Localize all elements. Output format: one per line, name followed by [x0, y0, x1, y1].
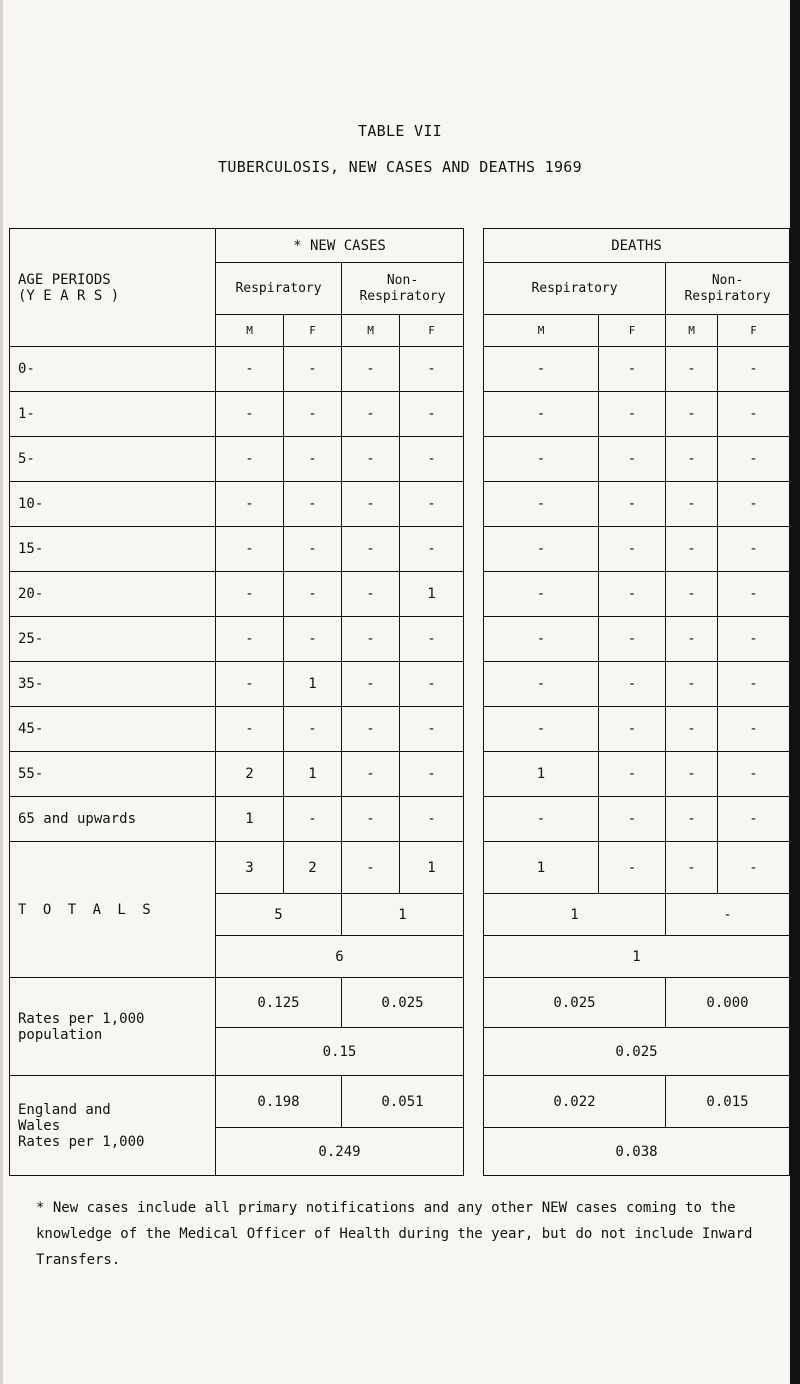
totals-value-cell: 2	[284, 842, 342, 894]
column-gap	[464, 752, 484, 797]
totals-value-cell: -	[718, 842, 790, 894]
rate-new-cases-total: 0.15	[216, 1028, 464, 1076]
rate-new-cases-non-respiratory: 0.025	[342, 978, 464, 1028]
value-cell: -	[216, 572, 284, 617]
value-cell: -	[484, 662, 599, 707]
value-cell: -	[599, 707, 666, 752]
age-periods-header	[10, 229, 216, 347]
england-wales-label	[10, 1076, 216, 1176]
table-subtitle: TUBERCULOSIS, NEW CASES AND DEATHS 1969	[218, 158, 582, 176]
value-cell: 1	[216, 797, 284, 842]
value-cell: -	[342, 347, 400, 392]
value-cell: -	[718, 572, 790, 617]
value-cell: -	[599, 437, 666, 482]
value-cell: -	[400, 617, 464, 662]
column-gap	[464, 347, 484, 392]
column-gap	[464, 707, 484, 752]
value-cell: -	[484, 482, 599, 527]
value-cell: -	[484, 707, 599, 752]
column-gap	[464, 978, 484, 1028]
value-cell: -	[216, 527, 284, 572]
ew-rate-new-cases-respiratory: 0.198	[216, 1076, 342, 1128]
value-cell: -	[666, 707, 718, 752]
age-period-cell: 45-	[10, 707, 216, 752]
column-gap	[464, 936, 484, 978]
value-cell: 1	[484, 752, 599, 797]
new-cases-respiratory-header: Respiratory	[216, 263, 342, 315]
value-cell: -	[718, 752, 790, 797]
table-row	[10, 347, 790, 392]
rate-new-cases-respiratory: 0.125	[216, 978, 342, 1028]
table-row	[10, 797, 790, 842]
value-cell: -	[342, 572, 400, 617]
column-gap	[464, 437, 484, 482]
column-gap	[464, 1128, 484, 1176]
age-period-cell: 25-	[10, 617, 216, 662]
table-row	[10, 752, 790, 797]
totals-value-cell: -	[666, 842, 718, 894]
age-period-cell: 35-	[10, 662, 216, 707]
totals-row-by-sex	[10, 842, 790, 894]
sex-header-f: F	[400, 315, 464, 347]
column-gap	[464, 1028, 484, 1076]
sex-header-f: F	[718, 315, 790, 347]
value-cell: -	[718, 347, 790, 392]
column-gap	[464, 797, 484, 842]
totals-deaths-non-respiratory: -	[666, 894, 790, 936]
table-row	[10, 662, 790, 707]
value-cell: -	[666, 482, 718, 527]
table-row	[10, 572, 790, 617]
value-cell: -	[718, 797, 790, 842]
rates-label: Rates per 1,000 population	[10, 978, 216, 1076]
years-label: (Y E A R S )	[18, 287, 120, 304]
sex-header-m: M	[216, 315, 284, 347]
value-cell: -	[216, 707, 284, 752]
ew-rate-new-cases-total: 0.249	[216, 1128, 464, 1176]
value-cell: -	[216, 437, 284, 482]
column-gap	[464, 482, 484, 527]
totals-value-cell: 3	[216, 842, 284, 894]
value-cell: -	[342, 392, 400, 437]
table-row	[10, 707, 790, 752]
totals-deaths-all: 1	[484, 936, 790, 978]
age-periods-label: AGE PERIODS	[18, 271, 111, 288]
value-cell: -	[484, 392, 599, 437]
value-cell: -	[666, 392, 718, 437]
sex-header-f: F	[599, 315, 666, 347]
value-cell: -	[484, 797, 599, 842]
value-cell: -	[400, 482, 464, 527]
value-cell: -	[342, 527, 400, 572]
value-cell: -	[666, 617, 718, 662]
sex-header-m: M	[342, 315, 400, 347]
value-cell: -	[599, 347, 666, 392]
value-cell: -	[400, 752, 464, 797]
totals-value-cell: 1	[400, 842, 464, 894]
value-cell: -	[342, 752, 400, 797]
england-wales-label-line-2: Rates per 1,000	[18, 1133, 145, 1150]
value-cell: -	[599, 617, 666, 662]
table-title: TABLE VII	[358, 122, 442, 140]
value-cell: -	[599, 527, 666, 572]
value-cell: -	[718, 437, 790, 482]
column-gap	[464, 617, 484, 662]
value-cell: -	[284, 482, 342, 527]
value-cell: -	[216, 617, 284, 662]
value-cell: -	[484, 347, 599, 392]
ew-rate-new-cases-non-respiratory: 0.051	[342, 1076, 464, 1128]
value-cell: -	[284, 347, 342, 392]
value-cell: -	[599, 392, 666, 437]
rate-deaths-respiratory: 0.025	[484, 978, 666, 1028]
value-cell: -	[666, 797, 718, 842]
value-cell: -	[666, 752, 718, 797]
england-wales-label-line-1: England and Wales	[18, 1101, 111, 1134]
age-period-cell: 20-	[10, 572, 216, 617]
age-period-cell: 1-	[10, 392, 216, 437]
rate-deaths-non-respiratory: 0.000	[666, 978, 790, 1028]
value-cell: -	[216, 392, 284, 437]
value-cell: -	[599, 752, 666, 797]
value-cell: -	[400, 347, 464, 392]
value-cell: -	[484, 437, 599, 482]
age-period-cell: 10-	[10, 482, 216, 527]
value-cell: -	[666, 347, 718, 392]
value-cell: -	[599, 662, 666, 707]
value-cell: -	[484, 572, 599, 617]
new-cases-non-respiratory-header: Non- Respiratory	[342, 263, 464, 315]
sex-header-f: F	[284, 315, 342, 347]
column-gap	[464, 229, 484, 347]
totals-new-cases-respiratory: 5	[216, 894, 342, 936]
value-cell: -	[484, 527, 599, 572]
age-period-cell: 55-	[10, 752, 216, 797]
value-cell: -	[718, 482, 790, 527]
value-cell: 1	[284, 662, 342, 707]
column-gap	[464, 527, 484, 572]
england-wales-row-by-type	[10, 1076, 790, 1128]
totals-new-cases-all: 6	[216, 936, 464, 978]
value-cell: -	[718, 527, 790, 572]
value-cell: -	[599, 482, 666, 527]
value-cell: -	[284, 617, 342, 662]
totals-new-cases-non-respiratory: 1	[342, 894, 464, 936]
age-period-cell: 0-	[10, 347, 216, 392]
column-gap	[464, 894, 484, 936]
sex-header-m: M	[666, 315, 718, 347]
table-row	[10, 482, 790, 527]
value-cell: -	[666, 572, 718, 617]
column-gap	[464, 572, 484, 617]
value-cell: -	[284, 392, 342, 437]
value-cell: -	[718, 707, 790, 752]
rates-row-by-type	[10, 978, 790, 1028]
scan-edge	[0, 0, 3, 1384]
value-cell: -	[342, 617, 400, 662]
table-row	[10, 437, 790, 482]
ew-rate-deaths-total: 0.038	[484, 1128, 790, 1176]
totals-label: T O T A L S	[10, 842, 216, 978]
value-cell: -	[666, 437, 718, 482]
value-cell: -	[216, 347, 284, 392]
value-cell: -	[400, 392, 464, 437]
value-cell: -	[216, 482, 284, 527]
value-cell: -	[342, 482, 400, 527]
totals-value-cell: -	[599, 842, 666, 894]
value-cell: -	[342, 707, 400, 752]
age-period-cell: 5-	[10, 437, 216, 482]
value-cell: -	[400, 437, 464, 482]
value-cell: -	[284, 797, 342, 842]
value-cell: -	[718, 392, 790, 437]
value-cell: -	[284, 527, 342, 572]
value-cell: -	[400, 527, 464, 572]
value-cell: -	[718, 662, 790, 707]
new-cases-header: * NEW CASES	[216, 229, 464, 263]
value-cell: 2	[216, 752, 284, 797]
value-cell: -	[400, 797, 464, 842]
column-gap	[464, 842, 484, 894]
ew-rate-deaths-respiratory: 0.022	[484, 1076, 666, 1128]
deaths-respiratory-header: Respiratory	[484, 263, 666, 315]
value-cell: -	[342, 437, 400, 482]
column-gap	[464, 662, 484, 707]
column-gap	[464, 1076, 484, 1128]
table-row	[10, 527, 790, 572]
value-cell: -	[400, 707, 464, 752]
value-cell: -	[666, 662, 718, 707]
value-cell: -	[342, 662, 400, 707]
value-cell: -	[342, 797, 400, 842]
table-row	[10, 617, 790, 662]
sex-header-m: M	[484, 315, 599, 347]
deaths-non-respiratory-header: Non- Respiratory	[666, 263, 790, 315]
rate-deaths-total: 0.025	[484, 1028, 790, 1076]
value-cell: -	[400, 662, 464, 707]
value-cell: -	[284, 437, 342, 482]
value-cell: -	[666, 527, 718, 572]
header-row-1	[10, 229, 790, 263]
age-period-cell: 65 and upwards	[10, 797, 216, 842]
value-cell: -	[599, 797, 666, 842]
deaths-header: DEATHS	[484, 229, 790, 263]
value-cell: 1	[284, 752, 342, 797]
ew-rate-deaths-non-respiratory: 0.015	[666, 1076, 790, 1128]
totals-value-cell: 1	[484, 842, 599, 894]
age-period-cell: 15-	[10, 527, 216, 572]
value-cell: -	[718, 617, 790, 662]
value-cell: -	[216, 662, 284, 707]
value-cell: -	[484, 617, 599, 662]
value-cell: -	[284, 707, 342, 752]
totals-value-cell: -	[342, 842, 400, 894]
value-cell: -	[599, 572, 666, 617]
totals-deaths-respiratory: 1	[484, 894, 666, 936]
value-cell: -	[284, 572, 342, 617]
scan-shadow	[790, 0, 800, 1384]
column-gap	[464, 392, 484, 437]
table-row	[10, 392, 790, 437]
value-cell: 1	[400, 572, 464, 617]
footnote: * New cases include all primary notifications and any other NEW cases coming to the knowledge of the Medical Officer of Health during the year, but do not include Inward Transfers.	[36, 1200, 753, 1268]
tuberculosis-table	[9, 228, 790, 1176]
